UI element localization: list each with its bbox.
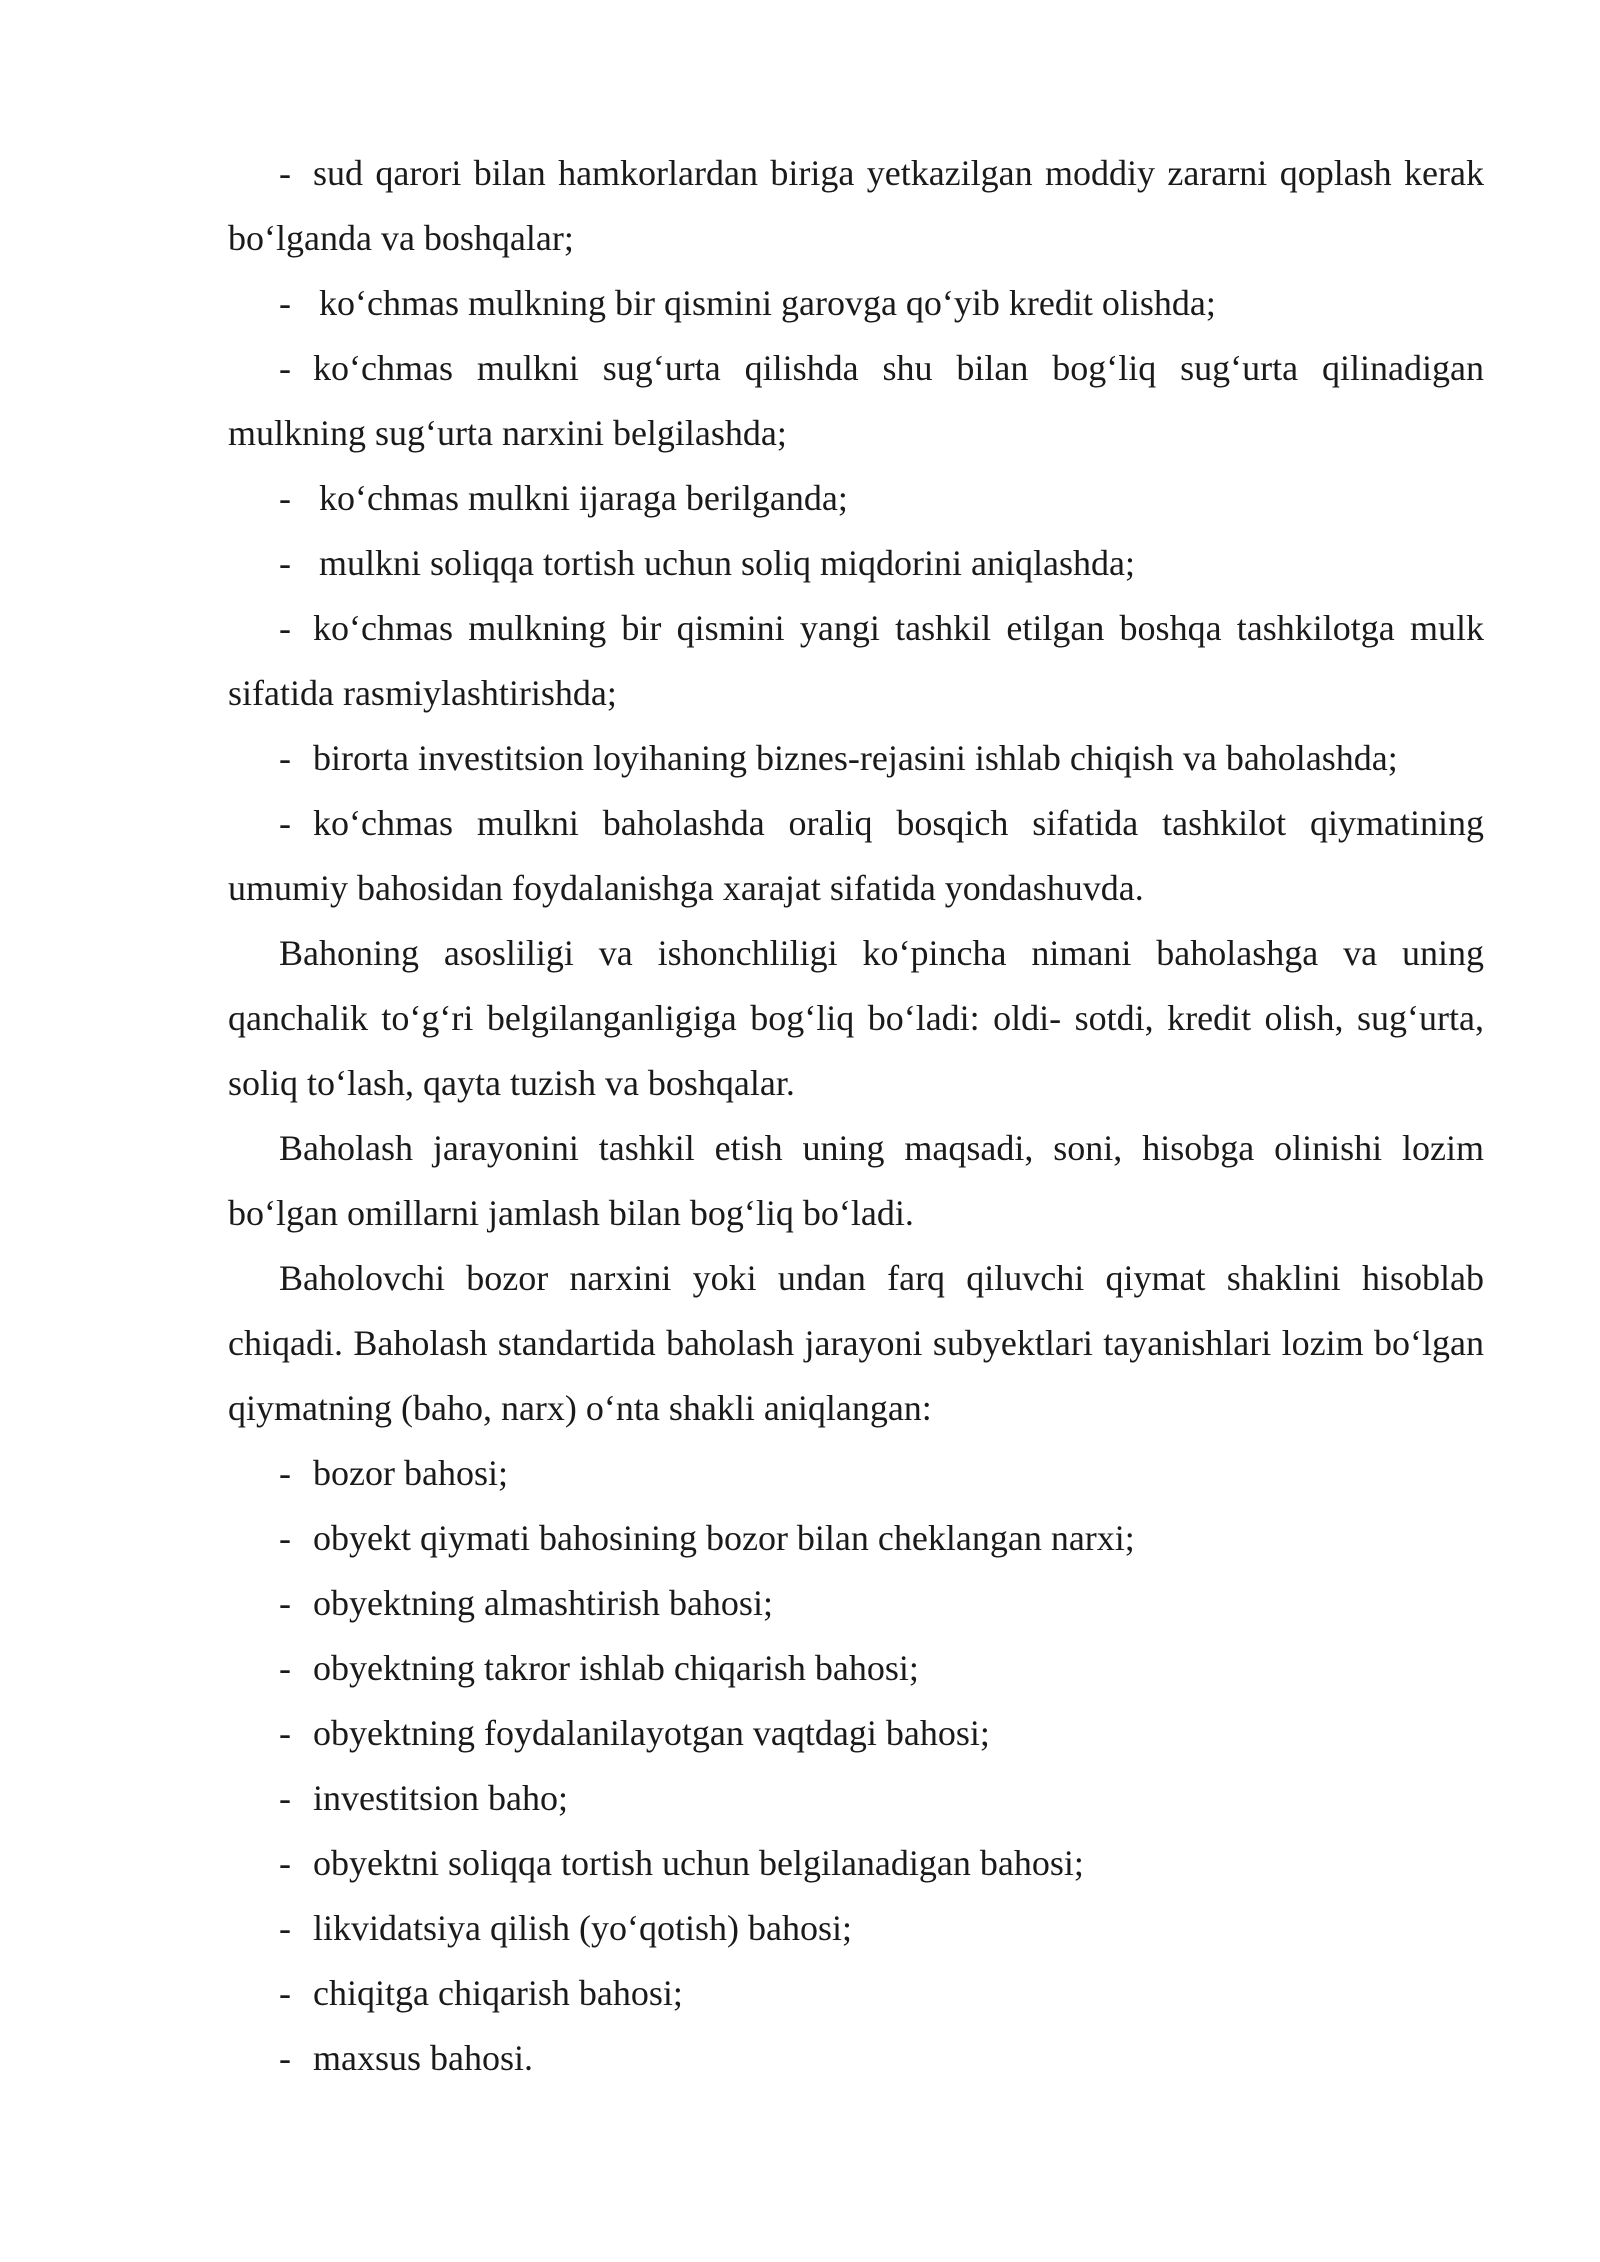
list-item-text: bozor bahosi;	[313, 1453, 508, 1493]
list-item-text: obyektning foydalanilayotgan vaqtdagi bahosi;	[313, 1713, 990, 1753]
body-paragraph: Baholovchi bozor narxini yoki undan farq qiluvchi qiymat shaklini hisoblab chiqadi. Baholash standartida baholash jarayoni subyektlari tayanishlari lozim bo‘lgan qiymatning (baho, narx) o‘nta shakli aniqlangan:	[228, 1258, 1484, 1428]
list-item-text: obyekt qiymati bahosining bozor bilan cheklangan narxi;	[313, 1518, 1135, 1558]
list-item	[228, 1961, 1484, 2026]
list-dash: -	[279, 1518, 291, 1558]
list-item	[228, 726, 1484, 791]
list-item	[228, 1506, 1484, 1571]
list-item-text: investitsion baho;	[313, 1778, 568, 1818]
list-dash: -	[279, 2038, 291, 2078]
list-dash: -	[279, 153, 291, 193]
document-body	[228, 141, 1484, 2091]
list-item	[228, 1441, 1484, 1506]
list-dash: -	[279, 803, 291, 843]
list-item-text: ko‘chmas mulkni baholashda oraliq bosqich sifatida tashkilot qiymatining umumiy bahosidan foydalanishga xarajat sifatida yondashuvda.	[228, 803, 1484, 908]
list-item	[228, 141, 1484, 271]
list-item-text: obyektning takror ishlab chiqarish bahosi;	[313, 1648, 919, 1688]
list-dash: -	[279, 1648, 291, 1688]
list-item-text: ko‘chmas mulkni sug‘urta qilishda shu bilan bog‘liq sug‘urta qilinadigan mulkning sug‘urta narxini belgilashda;	[228, 348, 1484, 453]
list-dash: -	[279, 1713, 291, 1753]
list-dash: -	[279, 1908, 291, 1948]
list-item	[228, 1831, 1484, 1896]
list-dash: -	[279, 1583, 291, 1623]
body-paragraph: Baholash jarayonini tashkil etish uning maqsadi, soni, hisobga olinishi lozim bo‘lgan omillarni jamlash bilan bog‘liq bo‘ladi.	[228, 1128, 1484, 1233]
list-dash: -	[279, 348, 291, 388]
list-item	[228, 531, 1484, 596]
list-item-text: sud qarori bilan hamkorlardan biriga yetkazilgan moddiy zararni qoplash kerak bo‘lganda va boshqalar;	[228, 153, 1484, 258]
list-dash: -	[279, 738, 291, 778]
list-item	[228, 466, 1484, 531]
list-dash: -	[279, 543, 291, 583]
list-item-text: likvidatsiya qilish (yo‘qotish) bahosi;	[313, 1908, 852, 1948]
list-item	[228, 1636, 1484, 1701]
list-item-text: obyektning almashtirish bahosi;	[313, 1583, 773, 1623]
list-dash: -	[279, 283, 291, 323]
list-item	[228, 1766, 1484, 1831]
body-paragraph: Bahoning asosliligi va ishonchliligi ko‘pincha nimani baholashga va uning qanchalik to‘g‘ri belgilanganligiga bog‘liq bo‘ladi: oldi- sotdi, kredit olish, sug‘urta, soliq to‘lash, qayta tuzish va boshqalar.	[228, 933, 1484, 1103]
list-item	[228, 2026, 1484, 2091]
list-dash: -	[279, 1843, 291, 1883]
list-dash: -	[279, 608, 291, 648]
list-item	[228, 791, 1484, 921]
list-dash: -	[279, 478, 291, 518]
list-item-text: mulkni soliqqa tortish uchun soliq miqdorini aniqlashda;	[319, 543, 1135, 583]
list-item	[228, 1571, 1484, 1636]
list-item	[228, 1701, 1484, 1766]
list-item-text: birorta investitsion loyihaning biznes-rejasini ishlab chiqish va baholashda;	[313, 738, 1398, 778]
list-dash: -	[279, 1778, 291, 1818]
list-dash: -	[279, 1973, 291, 2013]
list-item	[228, 1896, 1484, 1961]
list-item	[228, 336, 1484, 466]
list-item-text: obyektni soliqqa tortish uchun belgilanadigan bahosi;	[313, 1843, 1084, 1883]
list-dash: -	[279, 1453, 291, 1493]
list-item-text: ko‘chmas mulkning bir qismini yangi tashkil etilgan boshqa tashkilotga mulk sifatida rasmiylashtirishda;	[228, 608, 1484, 713]
list-item-text: chiqitga chiqarish bahosi;	[313, 1973, 683, 2013]
list-item-text: ko‘chmas mulkning bir qismini garovga qo‘yib kredit olishda;	[319, 283, 1216, 323]
list-item	[228, 596, 1484, 726]
list-item-text: maxsus bahosi.	[313, 2038, 533, 2078]
list-item-text: ko‘chmas mulkni ijaraga berilganda;	[319, 478, 848, 518]
list-item	[228, 271, 1484, 336]
